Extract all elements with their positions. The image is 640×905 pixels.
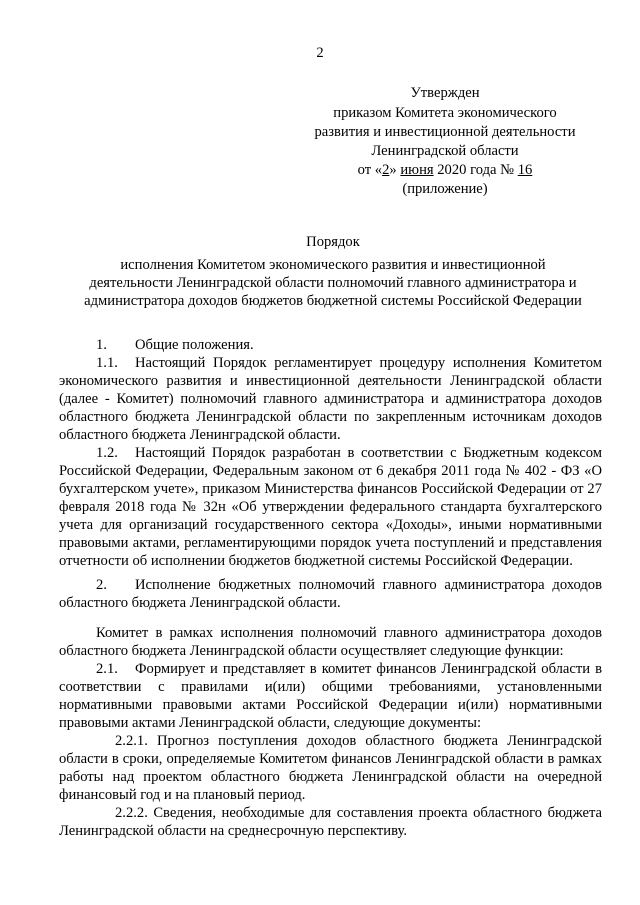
title-line-2: деятельности Ленинградской области полномочий главного администратора и	[89, 275, 577, 291]
section-1-heading: 1. Общие положения.	[96, 337, 254, 353]
title-line-3: администратора доходов бюджетов бюджетной системы Российской Федерации	[84, 293, 582, 309]
title-heading: Порядок	[306, 234, 360, 250]
page-number: 2	[316, 45, 324, 61]
approval-line-order: приказом Комитета экономического	[333, 105, 557, 121]
paragraph-2-intro: Комитет в рамках исполнения полномочий главного администратора доходов областного бюджета Ленинградской области осуществляет следующие функции:	[59, 625, 602, 659]
approval-appendix: (приложение)	[402, 181, 488, 197]
date-suffix: 2020 года №	[433, 162, 518, 178]
date-mid: »	[389, 162, 401, 178]
title-line-1: исполнения Комитетом экономического развития и инвестиционной	[120, 257, 546, 273]
paragraph-2-2-2: 2.2.2. Сведения, необходимые для составления проекта областного бюджета Ленинградской области на среднесрочную перспективу.	[59, 805, 602, 839]
paragraph-2-1: 2.1. Формирует и представляет в комитет финансов Ленинградской области в соответствии с правилами и(или) общими требованиями, установленными нормативными правовыми актами Российской Федерации и(или) нормативными правовыми актами Ленинградской области, следующие документы:	[59, 661, 602, 731]
approval-stamp-title: Утвержден	[410, 85, 480, 101]
paragraph-1-2: 1.2. Настоящий Порядок разработан в соответствии с Бюджетным кодексом Российской Федерации, Федеральным законом от 6 декабря 2011 года № 402 - ФЗ «О бухгалтерском учете», приказом Министерства финансов Российской Федерации от 27 февраля 2018 года № 32н «Об утверждении федерального стандарта бухгалтерского учета для организаций государственного сектора «Доходы», иными нормативными правовыми актами, регламентирующими порядок учета поступлений и представления отчетности об исполнении бюджетов бюджетной системы Российской Федерации.	[59, 445, 602, 569]
paragraph-2-2-1: 2.2.1. Прогноз поступления доходов областного бюджета Ленинградской области в сроки, определяемые Комитетом финансов Ленинградской области в рамках работы над проектом областного бюджета Ленинградской области на очередной финансовый год и на плановый период.	[59, 733, 602, 803]
approval-line-committee: развития и инвестиционной деятельности	[314, 124, 576, 140]
document-body	[59, 336, 602, 840]
date-month: июня	[400, 162, 434, 178]
paragraph-1-1: 1.1. Настоящий Порядок регламентирует процедуру исполнения Комитетом экономического развития и инвестиционной деятельности Ленинградской области (далее - Комитет) полномочий главного администратора и администратора доходов областного бюджета Ленинградской области по закрепленным источникам доходов областного бюджета Ленинградской области.	[59, 355, 602, 443]
date-day: 2	[382, 162, 390, 178]
section-2-heading: 2. Исполнение бюджетных полномочий главного администратора доходов областного бюджета Ленинградской области.	[59, 577, 602, 611]
document-title	[58, 233, 608, 310]
approval-date-line	[300, 161, 590, 179]
order-number: 16	[517, 162, 533, 178]
date-prefix: от «	[357, 162, 383, 178]
approval-line-region: Ленинградской области	[371, 143, 519, 159]
